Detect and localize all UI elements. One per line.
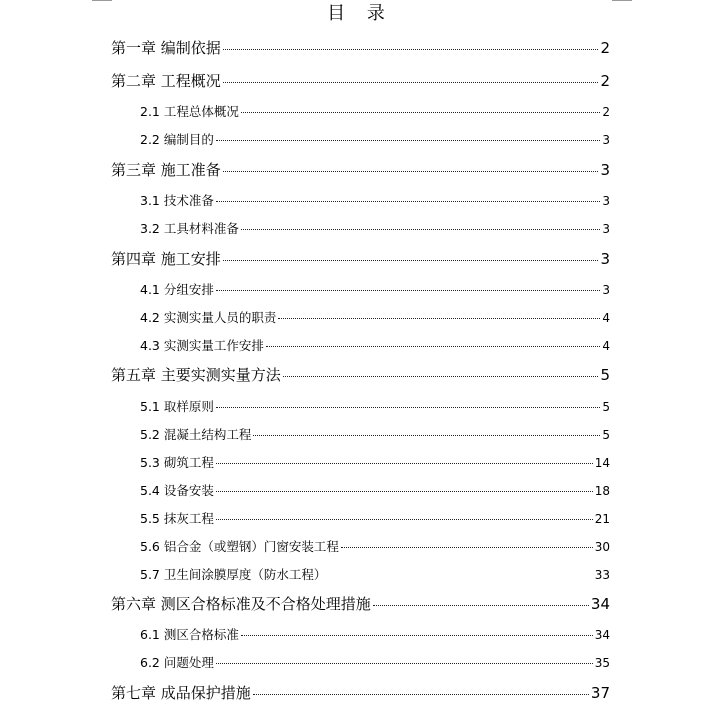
toc-page-number: 30 bbox=[594, 540, 610, 554]
toc-entry-label: 第六章 测区合格标准及不合格处理措施 bbox=[111, 595, 371, 613]
toc-entry-chapter-4[interactable] bbox=[111, 249, 610, 269]
toc-page-number: 2 bbox=[602, 105, 610, 119]
toc-page-number: 33 bbox=[594, 568, 610, 582]
toc-entry-label: 5.7 卫生间涂膜厚度（防水工程） bbox=[140, 567, 327, 582]
toc-page-number: 2 bbox=[600, 72, 610, 90]
dot-leader bbox=[216, 663, 593, 664]
dot-leader bbox=[241, 112, 601, 113]
toc-entry-label: 2.2 编制目的 bbox=[140, 132, 214, 147]
toc-page-number: 3 bbox=[600, 250, 610, 268]
dot-leader bbox=[223, 171, 599, 172]
toc-entry-section-3-2[interactable] bbox=[140, 221, 610, 237]
toc-entry-section-5-7[interactable] bbox=[140, 567, 610, 583]
dot-leader bbox=[216, 201, 601, 202]
dot-leader bbox=[223, 82, 599, 83]
dot-leader bbox=[278, 318, 600, 319]
toc-entry-label: 2.1 工程总体概况 bbox=[140, 104, 239, 119]
dot-leader bbox=[216, 140, 601, 141]
toc-entry-section-5-1[interactable] bbox=[140, 399, 610, 415]
dot-leader bbox=[216, 407, 601, 408]
toc-page-number: 4 bbox=[602, 339, 610, 353]
toc-page-number: 5 bbox=[602, 428, 610, 442]
toc-entry-section-4-1[interactable] bbox=[140, 282, 610, 298]
dot-leader bbox=[373, 605, 589, 606]
toc-entry-section-5-6[interactable] bbox=[140, 539, 610, 555]
toc-entry-section-6-2[interactable] bbox=[140, 655, 610, 671]
toc-entry-chapter-5[interactable] bbox=[111, 365, 610, 385]
dot-leader bbox=[216, 463, 593, 464]
toc-entry-label: 5.6 铝合金（或塑钢）门窗安装工程 bbox=[140, 539, 339, 554]
toc-page-number: 5 bbox=[600, 366, 610, 384]
toc-page-number: 3 bbox=[600, 161, 610, 179]
toc-entry-label: 第四章 施工安排 bbox=[111, 250, 221, 268]
dot-leader bbox=[216, 519, 593, 520]
toc-title: 目 录 bbox=[327, 3, 393, 24]
toc-page-number: 2 bbox=[600, 39, 610, 57]
toc-entry-label: 5.1 取样原则 bbox=[140, 399, 214, 414]
toc-entry-label: 5.4 设备安装 bbox=[140, 483, 214, 498]
dot-leader bbox=[216, 491, 593, 492]
toc-entry-chapter-7[interactable] bbox=[111, 683, 610, 703]
toc-entry-chapter-3[interactable] bbox=[111, 160, 610, 180]
dot-leader bbox=[266, 346, 601, 347]
toc-entry-chapter-2[interactable] bbox=[111, 71, 610, 91]
toc-page-number: 3 bbox=[602, 133, 610, 147]
toc-entry-section-5-5[interactable] bbox=[140, 511, 610, 527]
toc-page-number: 21 bbox=[594, 512, 610, 526]
dot-leader bbox=[253, 694, 589, 695]
toc-page-number: 34 bbox=[594, 628, 610, 642]
toc-entry-label: 第二章 工程概况 bbox=[111, 72, 221, 90]
dot-leader bbox=[223, 260, 599, 261]
toc-entry-label: 3.2 工具材料准备 bbox=[140, 221, 239, 236]
dot-leader bbox=[341, 547, 593, 548]
dot-leader bbox=[223, 49, 599, 50]
toc-entry-section-4-2[interactable] bbox=[140, 310, 610, 326]
toc-entry-section-5-3[interactable] bbox=[140, 455, 610, 471]
toc-page-number: 5 bbox=[602, 400, 610, 414]
toc-entry-section-6-1[interactable] bbox=[140, 627, 610, 643]
toc-entry-label: 第五章 主要实测实量方法 bbox=[111, 366, 281, 384]
toc-entry-chapter-1[interactable] bbox=[111, 38, 610, 58]
toc-entry-label: 3.1 技术准备 bbox=[140, 193, 214, 208]
toc-entry-section-3-1[interactable] bbox=[140, 193, 610, 209]
dot-leader bbox=[241, 635, 593, 636]
toc-entry-section-5-2[interactable] bbox=[140, 427, 610, 443]
toc-entry-label: 4.1 分组安排 bbox=[140, 282, 214, 297]
toc-entry-label: 4.2 实测实量人员的职责 bbox=[140, 310, 277, 325]
toc-entry-section-4-3[interactable] bbox=[140, 338, 610, 354]
toc-page-number: 14 bbox=[594, 456, 610, 470]
toc-entry-label: 5.3 砌筑工程 bbox=[140, 455, 214, 470]
dot-leader bbox=[216, 290, 601, 291]
dot-leader bbox=[283, 376, 599, 377]
toc-entry-label: 第一章 编制依据 bbox=[111, 39, 221, 57]
dot-leader bbox=[253, 435, 600, 436]
toc-page-number: 3 bbox=[602, 222, 610, 236]
toc-page-number: 37 bbox=[590, 684, 610, 702]
toc-entry-label: 5.2 混凝土结构工程 bbox=[140, 427, 252, 442]
toc-entry-label: 5.5 抹灰工程 bbox=[140, 511, 214, 526]
toc-entry-label: 6.2 问题处理 bbox=[140, 655, 214, 670]
toc-page-number: 34 bbox=[590, 595, 610, 613]
toc-page-number: 3 bbox=[602, 283, 610, 297]
toc-page-number: 3 bbox=[602, 194, 610, 208]
toc-entry-label: 第七章 成品保护措施 bbox=[111, 684, 251, 702]
toc-page-number: 4 bbox=[602, 311, 610, 325]
toc-entry-section-5-4[interactable] bbox=[140, 483, 610, 499]
toc-entry-label: 6.1 测区合格标准 bbox=[140, 627, 239, 642]
toc-entry-chapter-6[interactable] bbox=[111, 594, 610, 614]
dot-leader bbox=[241, 229, 601, 230]
toc-page-number: 35 bbox=[594, 656, 610, 670]
toc-entry-section-2-2[interactable] bbox=[140, 132, 610, 148]
dot-leader bbox=[328, 575, 592, 576]
toc-entry-label: 4.3 实测实量工作安排 bbox=[140, 338, 264, 353]
toc-page-number: 18 bbox=[594, 484, 610, 498]
toc-entry-label: 第三章 施工准备 bbox=[111, 161, 221, 179]
toc-entry-section-2-1[interactable] bbox=[140, 104, 610, 120]
